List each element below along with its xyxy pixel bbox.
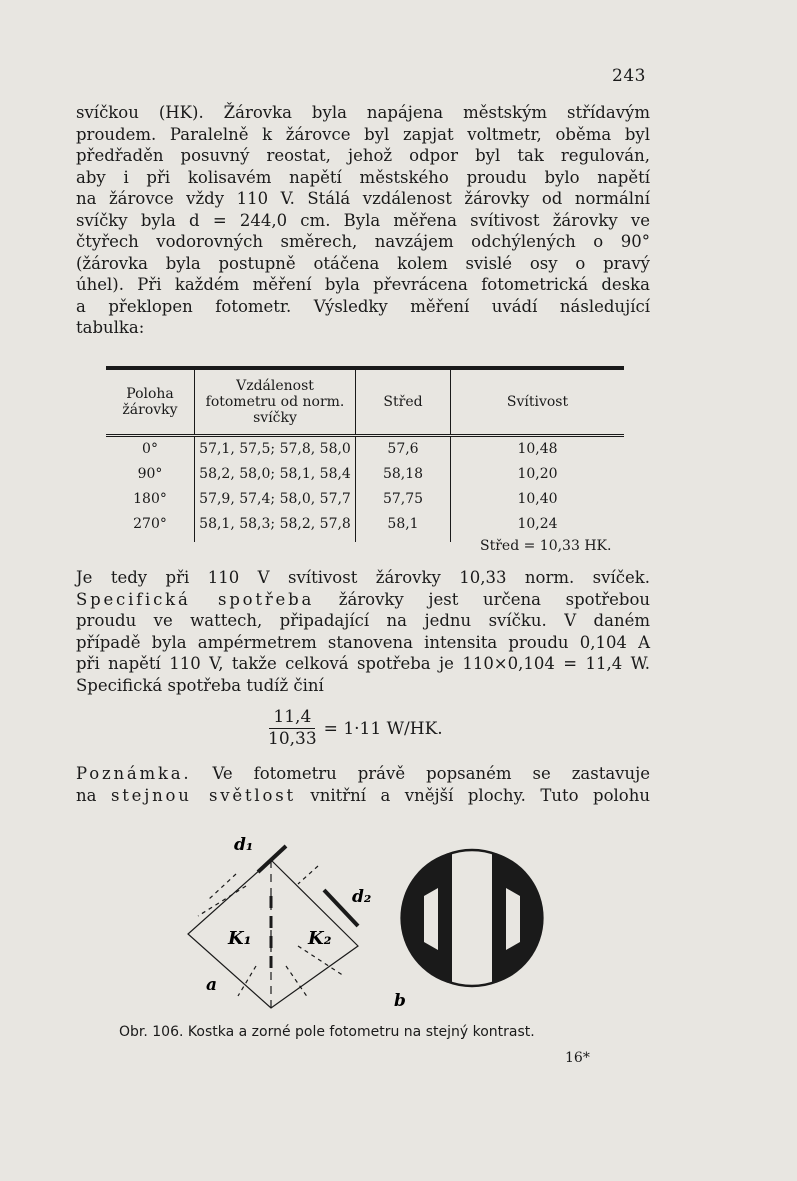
table-row [106, 436, 624, 463]
plate-d1 [258, 846, 286, 872]
label-b: b [394, 991, 406, 1011]
header-poloha: Poloha žárovky [106, 368, 195, 436]
fraction-denominator: 10,33 [268, 729, 317, 749]
conclusion-paragraph [76, 567, 650, 696]
specific-consumption-formula [264, 707, 443, 750]
specific-line: případě byla ampérmetrem stanovena intensita proudu 0,104 A [76, 632, 650, 652]
field-of-view [400, 850, 543, 986]
label-k2: K₂ [308, 928, 332, 949]
intro-line: na žárovce vždy 110 V. Stálá vzdálenost žárovky od normální [76, 189, 650, 208]
cell-vzdalenost: 57,9, 57,4; 58,0, 57,7 [195, 487, 356, 512]
header-vzdalenost: Vzdálenost fotometru od norm. svíčky [195, 368, 356, 436]
ray-2 [198, 886, 246, 916]
photometer-diagram [168, 826, 568, 1016]
cell-svitivost: 10,24 [517, 516, 558, 532]
intro-line: proudem. Paralelně k žárovce byl zapjat voltmetr, oběma byl [76, 124, 650, 144]
intro-paragraph [76, 102, 650, 339]
cell-poloha: 180° [106, 487, 195, 512]
page-number: 243 [612, 66, 646, 86]
cell-stred: 58,18 [356, 462, 451, 487]
sheet-signature: 16* [565, 1050, 590, 1066]
note-term: Poznámka. [76, 764, 192, 783]
left-inner-field [424, 888, 438, 950]
specific-rest: žárovky jest určena spotřebou [314, 589, 651, 609]
ray-4 [286, 966, 308, 998]
cell-vzdalenost: 58,1, 58,3; 58,2, 57,8 [195, 512, 356, 542]
intro-line: tabulka: [76, 318, 145, 337]
cell-stred: 57,6 [356, 436, 451, 463]
ray-6 [298, 866, 318, 884]
note-line2-rest: vnitřní a vnější plochy. Tuto polohu [295, 785, 650, 805]
fraction-numerator: 11,4 [269, 707, 315, 729]
table-summary: Střed = 10,33 HK. [480, 538, 612, 554]
cell-poloha: 0° [106, 436, 195, 463]
cell-svitivost: 10,40 [517, 491, 558, 507]
cell-poloha: 90° [106, 462, 195, 487]
label-k1: K₁ [228, 928, 252, 949]
intro-line: čtyřech vodorovných směrech, navzájem odchýlených o 90° [76, 232, 650, 251]
cell-vzdalenost: 57,1, 57,5; 57,8, 58,0 [195, 436, 356, 463]
cell-stred: 57,75 [356, 487, 451, 512]
cell-svitivost: 10,20 [517, 466, 558, 482]
results-table [106, 366, 624, 542]
header-svitivost: Svítivost [451, 368, 625, 436]
cell-stred: 58,1 [356, 512, 451, 542]
ray-1 [208, 874, 236, 900]
specific-term: Specifická spotřeba [76, 589, 315, 609]
table-row [106, 487, 624, 512]
formula-result: = 1·11 W/HK. [323, 718, 443, 739]
table-row [106, 462, 624, 487]
figure-caption: Obr. 106. Kostka a zorné pole fotometru na stejný kontrast. [119, 1024, 535, 1040]
specific-line: proudu ve wattech, připadající na jednu svíčku. V daném [76, 611, 650, 630]
specific-line: při napětí 110 V, takže celková spotřeba je 110×0,104 = 11,4 W. [76, 654, 650, 673]
intro-line: (žárovka byla postupně otáčena kolem svislé osy o pravý [76, 253, 650, 273]
cell-vzdalenost: 58,2, 58,0; 58,1, 58,4 [195, 462, 356, 487]
cell-poloha: 270° [106, 512, 195, 542]
intro-line: svíčkou (HK). Žárovka byla napájena městským střídavým [76, 103, 650, 122]
note-line-first [76, 763, 650, 785]
note-line-second [76, 785, 650, 807]
label-d1: d₁ [234, 835, 254, 855]
note-line2-start: na [76, 785, 111, 805]
label-a: a [206, 975, 218, 995]
intro-line: aby i při kolisavém napětí městského proudu bylo napětí [76, 167, 650, 187]
label-d2: d₂ [352, 887, 372, 907]
fraction [264, 707, 321, 750]
intro-line: svíčky byla d = 244,0 cm. Byla měřena svítivost žárovky ve [76, 210, 650, 230]
intro-line: a překlopen fotometr. Výsledky měření uvádí následující [76, 296, 650, 316]
note-spaced-term: stejnou světlost [110, 785, 296, 805]
note-paragraph [76, 763, 650, 806]
specific-line-first [76, 589, 650, 611]
figure-106 [168, 826, 568, 1020]
cell-svitivost: 10,48 [517, 441, 558, 457]
intro-line: předřaděn posuvný reostat, jehož odpor byl tak regulován, [76, 146, 650, 165]
conclusion-line: Je tedy při 110 V svítivost žárovky 10,33 norm. svíček. [76, 568, 650, 587]
intro-line: úhel). Při každém měření byla převrácena fotometrická deska [76, 275, 650, 294]
header-stred: Střed [356, 368, 451, 436]
note-rest: Ve fotometru právě popsaném se zastavuje [191, 764, 650, 783]
specific-line-last: Specifická spotřeba tudíž činí [76, 675, 324, 695]
right-inner-field [506, 888, 520, 950]
